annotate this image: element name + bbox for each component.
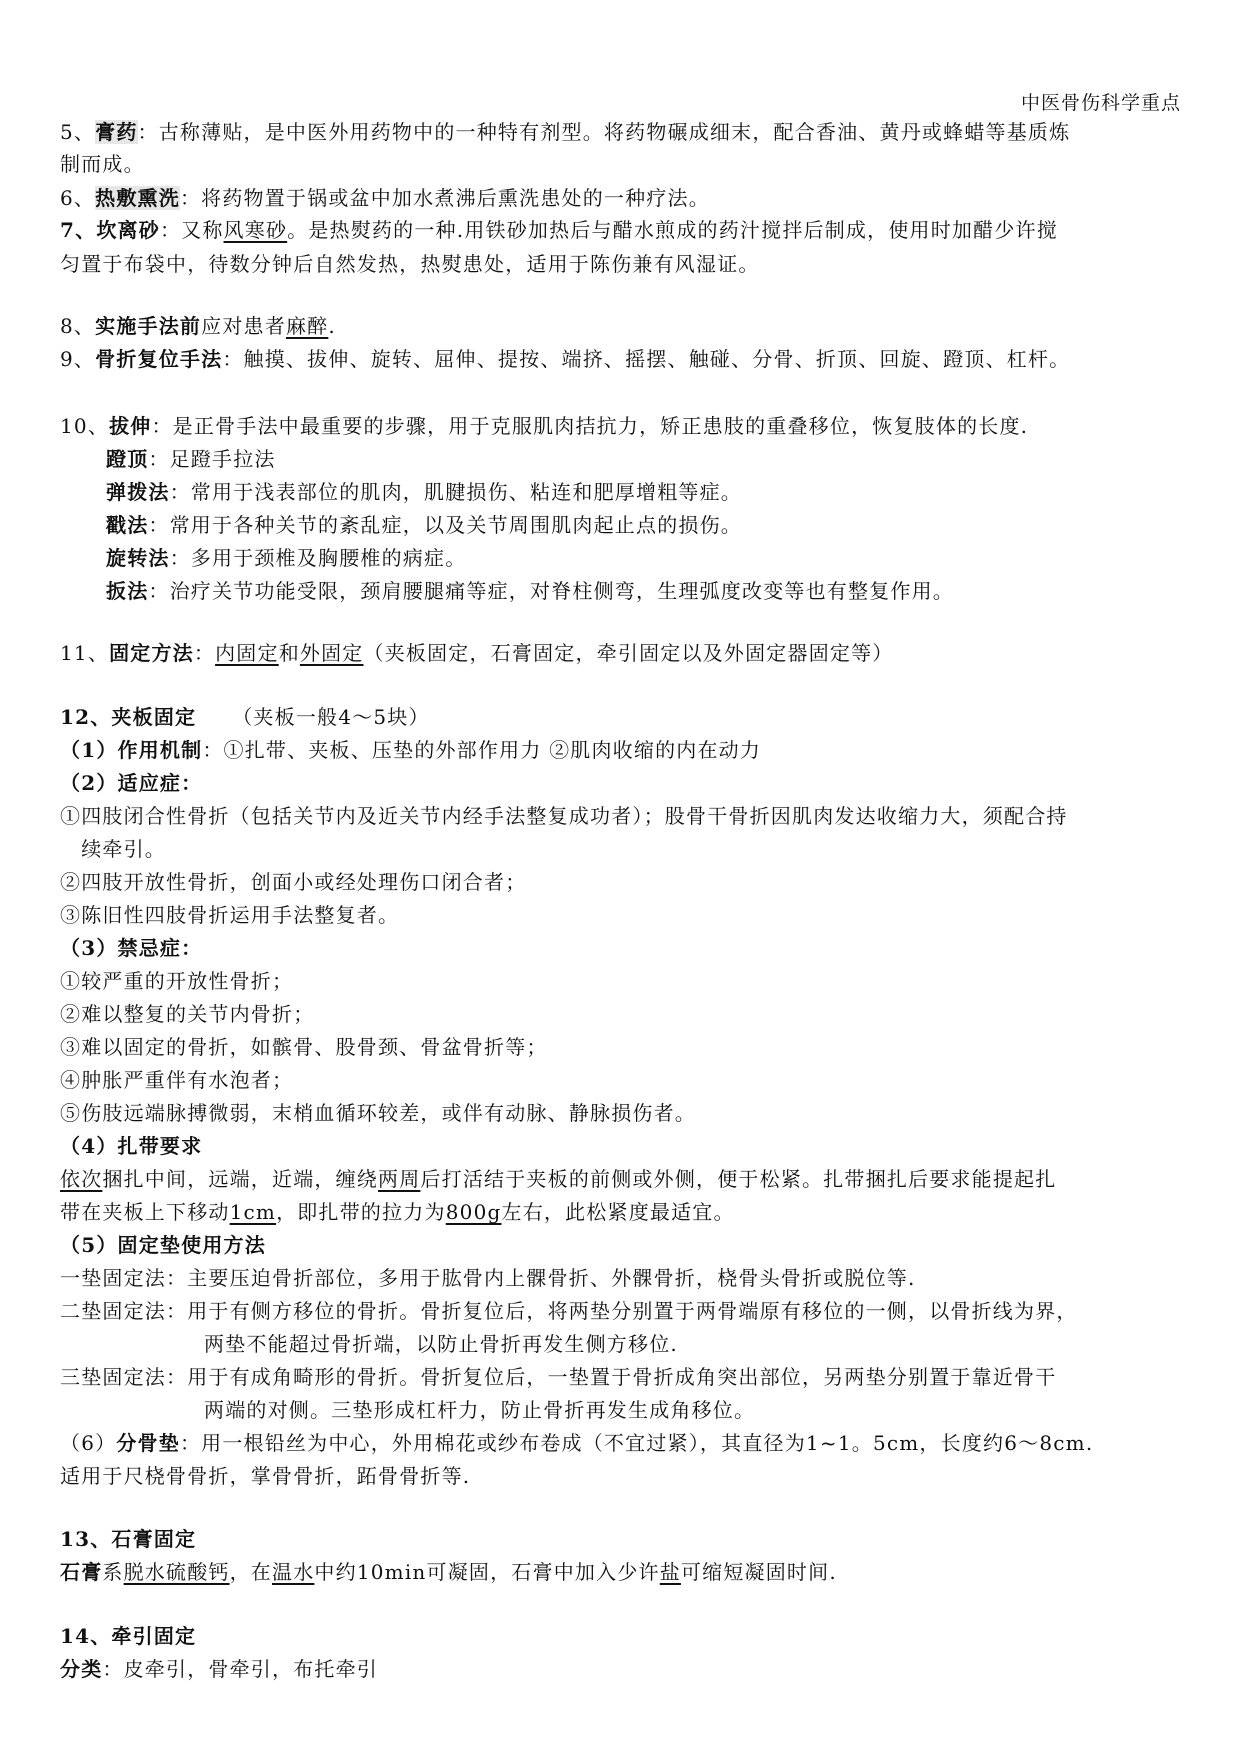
item-14-title: 14、牵引固定 xyxy=(60,1624,197,1648)
section-title: 12、夹板固定 xyxy=(60,705,197,729)
underlined-warm-water: 温水 xyxy=(272,1560,315,1584)
text: 系 xyxy=(102,1560,124,1584)
subitem-term: 戳法 xyxy=(106,513,149,537)
contraindication-item: ②难以整复的关节内骨折； xyxy=(60,1002,315,1026)
term-refu-xunxi: 热敷熏洗 xyxy=(95,186,180,210)
pad-usage-label: （5）固定垫使用方法 xyxy=(60,1233,266,1257)
subitem-term: 旋转法 xyxy=(106,546,170,570)
text: （6） xyxy=(60,1431,117,1455)
item-13-text xyxy=(60,1556,1181,1588)
contraindication-item: ④肿胀严重伴有水泡者； xyxy=(60,1068,294,1092)
definition: ：将药物置于锅或盆中加水煮沸后熏洗患处的一种疗法。 xyxy=(179,186,710,210)
subitem-term: 蹬顶 xyxy=(106,447,149,471)
underlined-external-fixation: 外固定 xyxy=(299,641,364,665)
pad-two-cont: 两垫不能超过骨折端，以防止骨折再发生侧方移位. xyxy=(204,1332,678,1356)
text: 带在夹板上下移动 xyxy=(60,1200,230,1224)
subitem-term: 弹拨法 xyxy=(106,480,170,504)
subitem-text: ：常用于各种关节的紊乱症，以及关节周围肌肉起止点的损伤。 xyxy=(148,513,743,537)
item-number: 5、 xyxy=(60,120,96,144)
item-7-line1 xyxy=(60,214,1181,246)
text: 捆扎中间，远端，近端，缠绕 xyxy=(102,1167,379,1191)
mechanism-label: （1）作用机制 xyxy=(60,738,203,762)
item-number: 11、 xyxy=(60,641,110,665)
indication-item: ①四肢闭合性骨折（包括关节内及近关节内经手法整复成功者）；股骨干骨折因肌肉发达收缩力大，须配合持 xyxy=(60,804,1068,828)
definition: ：触摸、拔伸、旋转、屈伸、提按、端挤、摇摆、触碰、分骨、折顶、回旋、蹬顶、杠杆。 xyxy=(222,347,1071,371)
contraindication-item: ③难以固定的骨折，如髌骨、股骨颈、骨盆骨折等； xyxy=(60,1035,548,1059)
definition: ：古称薄贴，是中医外用药物中的一种特有剂型。将药物碾成细末，配合香油、黄丹或蜂蜡等基质炼 xyxy=(137,120,1071,144)
item-6 xyxy=(60,182,1181,214)
item-5-line1 xyxy=(60,116,1181,148)
underlined-calcium-sulfate: 脱水硫酸钙 xyxy=(123,1560,230,1584)
term-gaoyao: 膏药 xyxy=(95,120,138,144)
item-13-title: 13、石膏固定 xyxy=(60,1527,197,1551)
subitem-text: ：足蹬手拉法 xyxy=(148,447,276,471)
text: 中约10min可凝固，石膏中加入少许 xyxy=(314,1560,660,1584)
subitem xyxy=(106,509,1181,541)
item-number: 9、 xyxy=(60,347,96,371)
contraindication-item: ①较严重的开放性骨折； xyxy=(60,969,294,993)
underlined-internal-fixation: 内固定 xyxy=(215,641,279,665)
separator-pad xyxy=(60,1427,1181,1459)
item-number: 8、 xyxy=(60,314,96,338)
text: ，在 xyxy=(229,1560,273,1584)
tie-requirements-line1 xyxy=(60,1163,1181,1195)
item-14-text xyxy=(60,1653,1181,1685)
text: . xyxy=(328,314,336,338)
item-12-title xyxy=(60,701,1181,733)
indication-item: ③陈旧性四肢骨折运用手法整复者。 xyxy=(60,903,400,927)
subitem xyxy=(106,476,1181,508)
page-header: 中医骨伤科学重点 xyxy=(1020,92,1181,114)
text: ：用一根铅丝为中心，外用棉花或纱布卷成（不宜过紧），其直径为1~1。5cm，长度约6～8cm. xyxy=(179,1431,1094,1455)
subitem-term: 扳法 xyxy=(106,579,149,603)
tie-requirements-line2 xyxy=(60,1196,1181,1228)
definition: ：是正骨手法中最重要的步骤，用于克服肌肉拮抗力，矫正患肢的重叠移位，恢复肢体的长度. xyxy=(151,414,1029,438)
text: ： xyxy=(193,641,216,665)
underlined-two-turns: 两周 xyxy=(378,1167,421,1191)
text: 左右，此松紧度最适宜。 xyxy=(501,1200,735,1224)
underlined-1cm: 1cm xyxy=(229,1200,277,1224)
subitem xyxy=(106,575,1181,607)
item-5-line2: 制而成。 xyxy=(60,152,145,176)
text: 和 xyxy=(278,641,300,665)
term-separator-pad: 分骨垫 xyxy=(116,1431,180,1455)
text: （夹板固定，石膏固定，牵引固定以及外固定器固定等） xyxy=(363,641,894,665)
pad-two: 二垫固定法：用于有侧方移位的骨折。骨折复位后，将两垫分别置于两骨端原有移位的一侧，以骨折线为界， xyxy=(60,1299,1078,1323)
text: 应对患者 xyxy=(201,314,286,338)
term-classification: 分类 xyxy=(60,1657,103,1681)
contraindication-item: ⑤伤肢远端脉搏微弱，末梢血循环较差，或伴有动脉、静脉损伤者。 xyxy=(60,1101,696,1125)
term-bashen: 拔伸 xyxy=(109,414,152,438)
subitem-text: ：治疗关节功能受限，颈肩腰腿痛等症，对脊柱侧弯，生理弧度改变等也有整复作用。 xyxy=(148,579,955,603)
underlined-in-order: 依次 xyxy=(60,1167,103,1191)
separator-pad-cont: 适用于尺桡骨骨折，掌骨骨折，跖骨骨折等. xyxy=(60,1464,471,1488)
text: 后打活结于夹板的前侧或外侧，便于松紧。扎带捆扎后要求能提起扎 xyxy=(420,1167,1057,1191)
subitem xyxy=(106,542,1181,574)
mechanism xyxy=(60,734,1181,766)
item-7-line2: 匀置于布袋中，待数分钟后自然发热，热熨患处，适用于陈伤兼有风湿证。 xyxy=(60,252,760,276)
item-number: 6、 xyxy=(60,186,96,210)
item-number: 10、 xyxy=(60,414,110,438)
indication-item: 续牵引。 xyxy=(60,837,166,861)
definition: 。是热熨药的一种.用铁砂加热后与醋水煎成的药汁搅拌后制成，使用时加醋少许搅 xyxy=(287,218,1058,242)
term-before-manipulation: 实施手法前 xyxy=(95,314,202,338)
term-kanlisha: 坎离砂 xyxy=(96,218,160,242)
section-note: （夹板一般4～5块） xyxy=(232,705,430,729)
text: ：皮牵引，骨牵引，布托牵引 xyxy=(102,1657,379,1681)
text: ，即扎带的拉力为 xyxy=(276,1200,446,1224)
subitem xyxy=(106,443,1181,475)
pad-three: 三垫固定法：用于有成角畸形的骨折。骨折复位后，一垫置于骨折成角突出部位，另两垫分别置于靠近骨干 xyxy=(60,1365,1057,1389)
pad-one: 一垫固定法：主要压迫骨折部位，多用于肱骨内上髁骨折、外髁骨折，桡骨头骨折或脱位等. xyxy=(60,1266,916,1290)
item-number: 7、 xyxy=(60,218,97,242)
term-plaster: 石膏 xyxy=(60,1560,103,1584)
term-reduction-techniques: 骨折复位手法 xyxy=(95,347,223,371)
subitem-text: ：多用于颈椎及胸腰椎的病症。 xyxy=(169,546,467,570)
pad-three-cont: 两端的对侧。三垫形成杠杆力，防止骨折再发生成角移位。 xyxy=(204,1398,756,1422)
item-10 xyxy=(60,410,1181,442)
item-9 xyxy=(60,343,1181,375)
term-fixation-methods: 固定方法 xyxy=(109,641,194,665)
text: ：又称 xyxy=(159,218,224,242)
underlined-anesthesia: 麻醉 xyxy=(285,314,329,338)
indication-item: ②四肢开放性骨折，创面小或经处理伤口闭合者； xyxy=(60,870,527,894)
tie-requirements-label: （4）扎带要求 xyxy=(60,1134,203,1158)
underlined-salt: 盐 xyxy=(659,1560,681,1584)
item-8 xyxy=(60,310,1181,342)
text: 可缩短凝固时间. xyxy=(680,1560,837,1584)
contraindications-label: （3）禁忌症： xyxy=(60,936,203,960)
mechanism-text: ：①扎带、夹板、压垫的外部作用力 ②肌肉收缩的内在动力 xyxy=(202,738,762,762)
item-11 xyxy=(60,637,1181,669)
subitem-text: ：常用于浅表部位的肌肉，肌腱损伤、粘连和肥厚增粗等症。 xyxy=(169,480,743,504)
indications-label: （2）适应症： xyxy=(60,771,203,795)
underlined-800g: 800g xyxy=(445,1200,502,1224)
alias-fenghansha: 风寒砂 xyxy=(223,218,288,242)
